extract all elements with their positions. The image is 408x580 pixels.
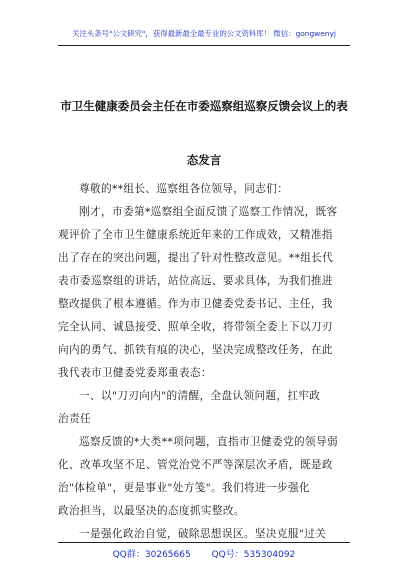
body-line: 整改提供了根本遵循。作为市卫健委党委书记、主任，我 [58, 298, 333, 310]
footer-contacts [0, 547, 408, 560]
body-line: 一是强化政治自觉，破除思想误区。坚决克服"过关 [79, 528, 327, 540]
body-line: 观评价了全市卫生健康系统近年来的工作成效，又精准指 [58, 229, 333, 241]
document-title-line-1: 市卫生健康委员会主任在市委巡察组巡察反馈会议上的表 [60, 99, 348, 113]
salutation-line: 尊敬的**组长、巡察组各位领导，同志们： [79, 183, 289, 195]
body-line: 表市委巡察组的讲话，站位高远、要求具体，为我们推进 [58, 275, 333, 287]
body-line: 化、改革攻坚不足、管党治党不严等深层次矛盾，既是政 [58, 459, 333, 471]
document-body [58, 178, 352, 546]
body-line: 政治担当，以最坚决的态度抓实整改。 [58, 505, 245, 517]
section-heading-line: 治责任 [58, 413, 91, 425]
body-line: 出了存在的突出问题，提出了针对性整改意见。**组长代 [58, 252, 334, 264]
footer-divider [58, 542, 350, 543]
header-banner: 关注头条号"公文研究"，获得最新最全最专业的公文资料库！ 微信：gongwenyj [72, 29, 336, 38]
header-divider [58, 45, 350, 46]
body-line: 完全认同、诚恳接受、照单全收，将带领全委上下以刀刃 [58, 321, 333, 333]
body-line: 治"体检单"，更是事业"处方笺"。我们将进一步强化 [58, 482, 310, 494]
footer-qq-number: QQ号：535304092 [211, 550, 296, 560]
document-title-line-2: 态发言 [186, 153, 222, 167]
section-heading-line: 一、以"刀刃向内"的清醒，全盘认领问题，扛牢政 [79, 390, 321, 402]
body-line: 我代表市卫健委党委郑重表态： [58, 367, 212, 379]
body-line: 刚才，市委第*巡察组全面反馈了巡察工作情况，既客 [79, 206, 338, 218]
footer-qq-group: QQ群：30265665 [112, 550, 191, 560]
body-line: 向内的勇气、抓铁有痕的决心，坚决完成整改任务，在此 [58, 344, 333, 356]
body-line: 巡察反馈的*大类**项问题，直指市卫健委党的领导弱 [79, 436, 338, 448]
